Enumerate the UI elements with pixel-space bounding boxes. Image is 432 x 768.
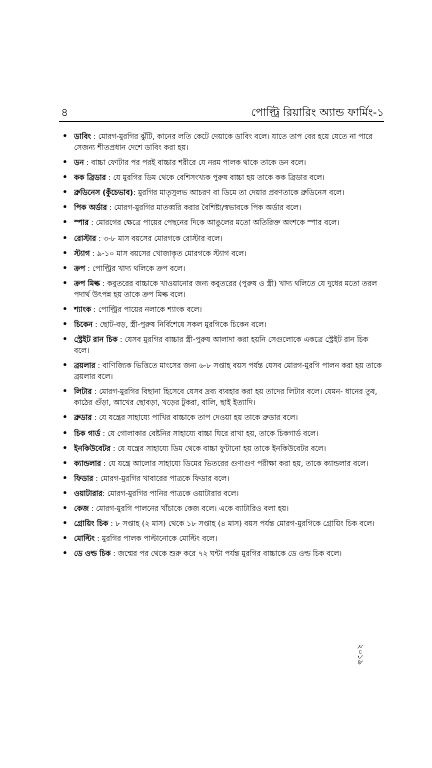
glossary-separator: : xyxy=(133,188,139,198)
glossary-item xyxy=(62,442,384,454)
bullet-icon: • xyxy=(62,442,68,454)
glossary-definition: যেসব মুরগির বাচ্চার স্ত্রী-পুরুষ আলাদা করা হয়নি সেগুলোকে একত্রে স্ট্রেইট রান চিক বলে। xyxy=(74,335,369,356)
bullet-icon: • xyxy=(62,319,68,331)
glossary-item xyxy=(62,487,384,499)
glossary-item xyxy=(62,187,384,199)
glossary-term: স্ট্যাগ xyxy=(74,248,90,258)
glossary-item xyxy=(62,172,384,184)
glossary-term: মোল্টিং xyxy=(74,534,95,544)
glossary-separator: : xyxy=(92,320,100,330)
bullet-icon: • xyxy=(62,360,68,372)
glossary-separator: : xyxy=(94,534,102,544)
bullet-icon: • xyxy=(62,548,68,560)
glossary-separator: : xyxy=(89,248,98,258)
glossary-term: ব্রুডার xyxy=(74,413,92,423)
glossary-term: ক্রপ xyxy=(74,263,86,273)
glossary-definition: বাচ্চা ফোটার পর পরই বাচ্চার শরীরে যে নরম পালক থাকে তাকে ডন বলে। xyxy=(91,158,307,168)
glossary-item xyxy=(62,334,384,356)
glossary-item xyxy=(62,457,384,469)
glossary-definition: ৩-৮ মাস বয়সের মোরগকে রোস্টার বলে। xyxy=(103,233,223,243)
glossary-definition: মোরগ-মুরগি পালনের খাঁচাকে কেজ বলে। একে ব্যাটারিও বলা হয়। xyxy=(95,503,289,513)
bullet-icon: • xyxy=(62,303,68,315)
glossary-definition: মোরগ-মুরগির মাতব্বরি করার বৈশিষ্ট্য/স্বভাবকে পিক অর্ডার বলে। xyxy=(114,203,302,213)
glossary-definition: মোরগ-মুরগির খাবারের পাত্রকে ফিডার বলে। xyxy=(100,473,230,483)
glossary-list xyxy=(62,131,384,563)
bullet-icon: • xyxy=(62,202,68,214)
glossary-term: চিক গার্ড xyxy=(74,428,101,438)
glossary-item xyxy=(62,548,384,560)
glossary-term: ওয়াটারার xyxy=(74,488,103,498)
glossary-item xyxy=(62,319,384,331)
glossary-item xyxy=(62,427,384,439)
bullet-icon: • xyxy=(62,131,68,142)
glossary-definition: মোরগের ক্ষেত্রে পায়ের পেছনের দিকে আঙুলের মতো অতিরিক্ত অংশকে স্পার বলে। xyxy=(95,218,340,228)
glossary-term: ইনকিউবেটর xyxy=(74,443,111,453)
glossary-term: লিটার xyxy=(74,387,92,397)
glossary-separator: : xyxy=(95,361,103,371)
glossary-term: গ্রোয়িং চিক xyxy=(74,519,109,529)
running-title: পোল্ট্রি রিয়ারিং অ্যান্ড ফার্মিং-১ xyxy=(251,106,384,119)
glossary-item xyxy=(62,131,384,153)
glossary-item xyxy=(62,533,384,545)
bullet-icon: • xyxy=(62,487,68,499)
bullet-icon: • xyxy=(62,533,68,545)
glossary-definition: মোরগ-মুরগির ঝুঁটি, কানের লতি কেটে দেয়াকে ডাবিং বলে। যাতে তাপ বের হয়ে যেতে না পারে সেজন্য শীতপ্রধান দেশে ডাবিং করা হয়। xyxy=(74,132,373,152)
glossary-separator: : xyxy=(91,132,99,141)
glossary-term: শ্যাংক xyxy=(74,304,92,314)
glossary-term: ক্রপ মিল্ক xyxy=(74,278,100,288)
glossary-definition: ৯-১০ মাস বয়সের খোজাকৃত মোরগকে স্ট্যাগ বলে। xyxy=(97,248,247,258)
bullet-icon: • xyxy=(62,472,68,484)
glossary-separator: : xyxy=(106,203,115,213)
glossary-term: স্ট্রেইট রান চিক xyxy=(74,335,118,345)
glossary-term: ডন xyxy=(74,158,84,168)
glossary-separator: : xyxy=(91,413,99,423)
glossary-definition: কবুতরের বাচ্চাকে খাওয়ানোর জন্য কবুতরের (পুরুষ ও স্ত্রী) খাদ্য থলিতে যে দুধের মতো তরল পদার্থ উৎপন্ন হয় তাকে ক্রপ মিল্ক বলে। xyxy=(74,278,378,299)
bullet-icon: • xyxy=(62,412,68,424)
glossary-definition: পোল্ট্রির পায়ের নলাকে শ্যাংক বলে। xyxy=(98,304,202,314)
bullet-icon: • xyxy=(62,217,68,229)
glossary-definition: যে যন্ত্রে আলোর সাহায্যে ডিমের ভিতরের গুণাগুণ পরীক্ষা করা হয়, তাকে ক্যান্ডলার বলে। xyxy=(108,458,369,468)
glossary-definition: বাণিজ্যিক ভিত্তিতে মাংসের জন্য ৬-৮ সপ্তাহ বয়স পর্যন্ত যেসব মোরগ-মুরগি পালন করা হয় তাকে ব্রয়লার বলে। xyxy=(74,361,382,382)
page-number: ৪ xyxy=(61,106,69,119)
glossary-term: কেজ xyxy=(74,503,89,513)
glossary-term: কক ব্রিডার xyxy=(74,173,106,183)
glossary-term: চিকেন xyxy=(74,320,93,330)
bullet-icon: • xyxy=(62,247,68,259)
glossary-definition: ছোট-বড়, স্ত্রী-পুরুষ নির্বিশেষে সকল মুরগিকে চিকেন বলে। xyxy=(99,320,267,330)
bullet-icon: • xyxy=(62,157,68,169)
glossary-definition: যে গোলাকার বেষ্টনির সাহায্যে বাচ্চা ঘিরে রাখা হয়, তাকে চিকগার্ড বলে। xyxy=(107,428,319,438)
bullet-icon: • xyxy=(62,187,68,199)
glossary-separator: : xyxy=(108,519,116,529)
glossary-separator: : xyxy=(117,335,125,345)
glossary-separator: : xyxy=(93,473,101,483)
bullet-icon: • xyxy=(62,518,68,530)
glossary-term: ক্যান্ডলার xyxy=(74,458,102,468)
glossary-definition: মুরগির পালক পাল্টানোকে মোল্টিং বলে। xyxy=(101,534,218,544)
glossary-separator: : xyxy=(88,218,96,228)
glossary-item xyxy=(62,232,384,244)
glossary-item xyxy=(62,502,384,514)
glossary-separator: : xyxy=(83,158,92,168)
glossary-definition: পোল্ট্রির খাদ্য থলিকে ক্রপ বলে। xyxy=(92,263,186,273)
glossary-separator: : xyxy=(110,549,118,559)
glossary-item xyxy=(62,386,384,408)
bullet-icon: • xyxy=(62,386,68,398)
glossary-separator: : xyxy=(101,458,109,468)
glossary-term: পিক অর্ডার xyxy=(74,203,107,213)
glossary-term: ডাবিং xyxy=(74,132,91,141)
glossary-term: ব্রুডিনেস (কুঁচেভাব) xyxy=(74,188,134,198)
header-rule xyxy=(59,121,384,122)
glossary-item xyxy=(62,277,384,300)
glossary-item xyxy=(62,202,384,214)
glossary-definition: মোরগ-মুরগির বিছানা হিসেবে যেসব দ্রব্য ব্যবহার করা হয় তাদের লিটার বলে। যেমন- ধানের তুষ, কাঠের গুঁড়া, আখের ছোবড়া, খড়ের টুকরা, বালি, ছাই ইত্যাদি। xyxy=(74,387,378,408)
glossary-term: রোস্টার xyxy=(74,233,97,243)
glossary-item xyxy=(62,262,384,274)
glossary-separator: : xyxy=(100,428,108,438)
glossary-separator: : xyxy=(91,387,100,397)
bullet-icon: • xyxy=(62,172,68,184)
bullet-icon: • xyxy=(62,232,68,244)
glossary-item xyxy=(62,412,384,424)
bullet-icon: • xyxy=(62,502,68,514)
glossary-item xyxy=(62,247,384,259)
glossary-separator: : xyxy=(110,443,118,453)
glossary-definition: যে মুরগির ডিম থেকে বেশিসংখ্যক পুরুষ বাচ্চা হয় তাকে কক ব্রিডার বলে। xyxy=(113,173,325,183)
glossary-term: স্পার xyxy=(74,218,89,228)
glossary-definition: মুরগির মাতৃসুলভ আচরণ বা ডিমে তা দেয়ার প্রবণতাকে ব্রুডিনেস বলে। xyxy=(138,188,345,198)
glossary-term: ফিডার xyxy=(74,473,94,483)
glossary-item xyxy=(62,518,384,530)
side-year-mark: ২০১৯ xyxy=(356,644,365,665)
glossary-separator: : xyxy=(96,233,104,243)
bullet-icon: • xyxy=(62,427,68,439)
bullet-icon: • xyxy=(62,277,68,289)
glossary-item xyxy=(62,303,384,315)
glossary-separator: : xyxy=(85,263,93,273)
glossary-item xyxy=(62,360,384,382)
glossary-separator: : xyxy=(88,503,96,513)
glossary-separator: : xyxy=(102,488,108,498)
glossary-item xyxy=(62,472,384,484)
glossary-definition: যে যন্ত্রের সাহায্যে ডিম থেকে বাচ্চা ফুটানো হয় তাকে ইনকিউবেটর বলে। xyxy=(117,443,327,453)
bullet-icon: • xyxy=(62,334,68,346)
glossary-definition: মোরগ-মুরগির পানির পাত্রকে ওয়াটারার বলে। xyxy=(107,488,239,498)
bullet-icon: • xyxy=(62,457,68,469)
glossary-separator: : xyxy=(91,304,99,314)
bullet-icon: • xyxy=(62,262,68,274)
glossary-item xyxy=(62,217,384,229)
glossary-definition: ৮ সপ্তাহ (২ মাস) থেকে ১৮ সপ্তাহ (৪ মাস) বয়স পর্যন্ত মোরগ-মুরগিকে গ্রোয়িং চিক বলে। xyxy=(115,519,375,529)
glossary-item xyxy=(62,157,384,169)
glossary-term: ব্রয়লার xyxy=(74,361,96,371)
glossary-separator: : xyxy=(99,278,108,288)
glossary-definition: যে যন্ত্রের সাহায্যে পাখির বাচ্চাকে তাপ দেওয়া হয় তাকে ব্রুডার বলে। xyxy=(99,413,298,423)
glossary-term: ডে ওল্ড চিক xyxy=(74,549,111,559)
glossary-separator: : xyxy=(105,173,114,183)
glossary-definition: জন্মের পর থেকে শুরু করে ৭২ ঘন্টা পর্যন্ত মুরগির বাচ্চাকে ডে ওল্ড চিক বলে। xyxy=(117,549,342,559)
